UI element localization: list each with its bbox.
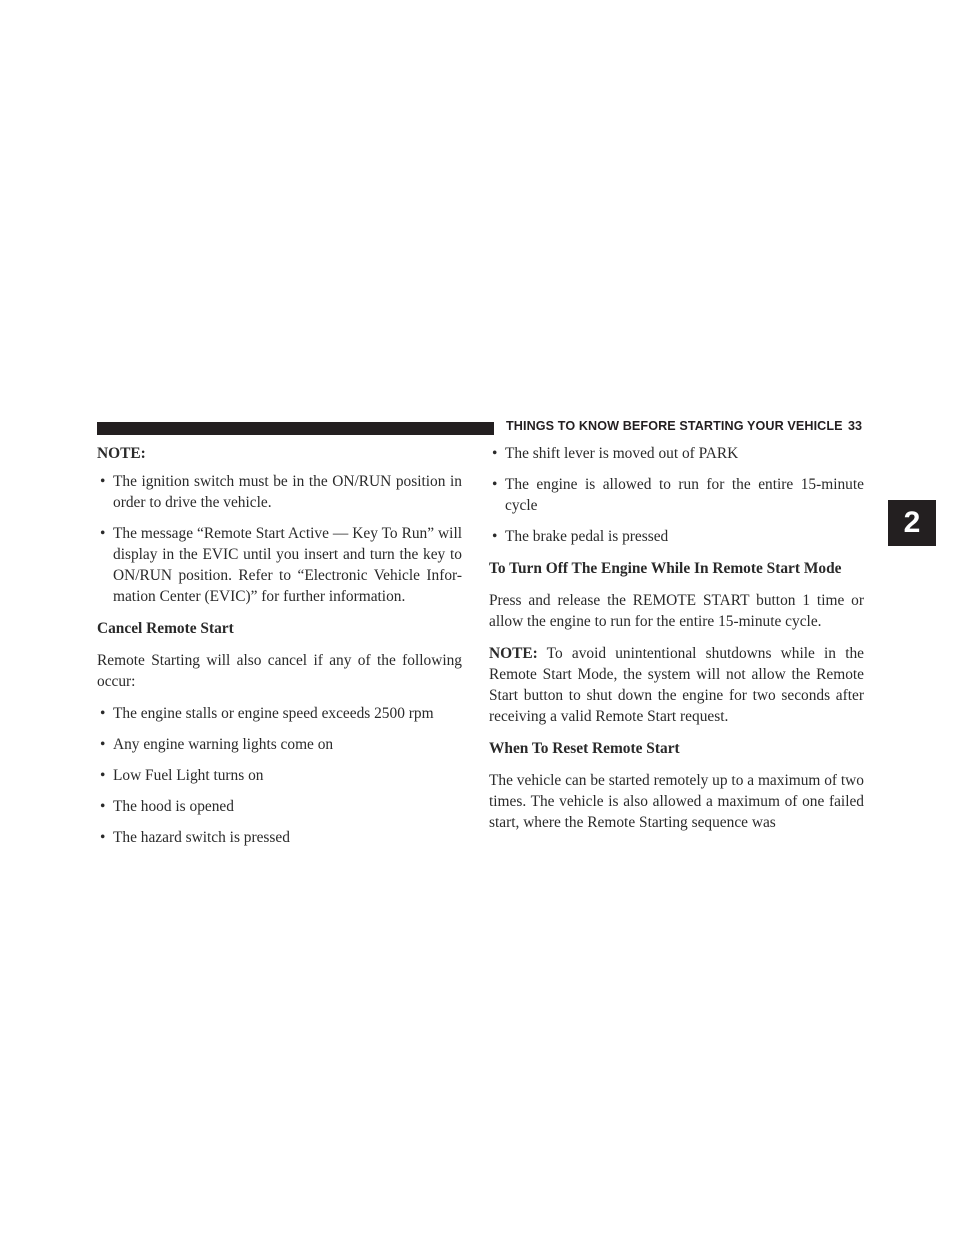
note-paragraph <box>489 643 864 727</box>
heading-turn-off-engine: To Turn Off The Engine While In Remote Start Mode <box>489 560 842 577</box>
note-label: NOTE: <box>97 445 146 462</box>
header-rule <box>97 422 494 435</box>
heading-reset-remote-start: When To Reset Remote Start <box>489 740 680 757</box>
list-item: • The ignition switch must be in the ON/RUN position in order to drive the vehicle. <box>100 473 462 511</box>
note-list <box>97 471 462 607</box>
list-item: • Low Fuel Light turns on <box>100 767 264 784</box>
heading-cancel-remote-start: Cancel Remote Start <box>97 620 234 637</box>
list-item: • The hazard switch is pressed <box>100 829 290 846</box>
page-number: 33 <box>848 419 863 433</box>
cancel-intro: Remote Starting will also cancel if any of the following occur: <box>97 652 462 690</box>
list-item: • The engine is allowed to run for the entire 15-minute cycle <box>492 476 864 514</box>
right-column <box>489 443 864 844</box>
note-label: NOTE: <box>489 645 538 662</box>
left-column <box>97 443 462 859</box>
cancel-list <box>97 703 462 848</box>
cancel-list-continued <box>489 443 864 547</box>
list-item: • The shift lever is moved out of PARK <box>492 445 739 462</box>
reset-text: The vehicle can be started remotely up to a maximum of two times. The vehicle is also allowed a maximum of one failed start, where the Remote Starting sequence was <box>489 772 864 831</box>
note-text: To avoid unintentional shutdowns while in the Remote Start Mode, the system will not allow the Remote Start button to shut down the engine for two seconds after receiving a valid Remote Start request. <box>489 645 864 725</box>
list-item: • The engine stalls or engine speed exceeds 2500 rpm <box>100 705 434 722</box>
list-item: • The hood is opened <box>100 798 234 815</box>
list-item: • Any engine warning lights come on <box>100 736 334 753</box>
chapter-tab: 2 <box>888 500 936 546</box>
list-item: • The brake pedal is pressed <box>492 528 669 545</box>
list-item: • The message “Remote Start Active — Key To Run” will display in the EVIC until you insert and turn the key to ON/RUN position. Refer to “Electronic Vehicle Infor-mation Center (EVIC)” for further information. <box>100 525 462 605</box>
turn-off-text: Press and release the REMOTE START button 1 time or allow the engine to run for the entire 15-minute cycle. <box>489 592 864 630</box>
section-title: THINGS TO KNOW BEFORE STARTING YOUR VEHICLE <box>506 419 843 433</box>
